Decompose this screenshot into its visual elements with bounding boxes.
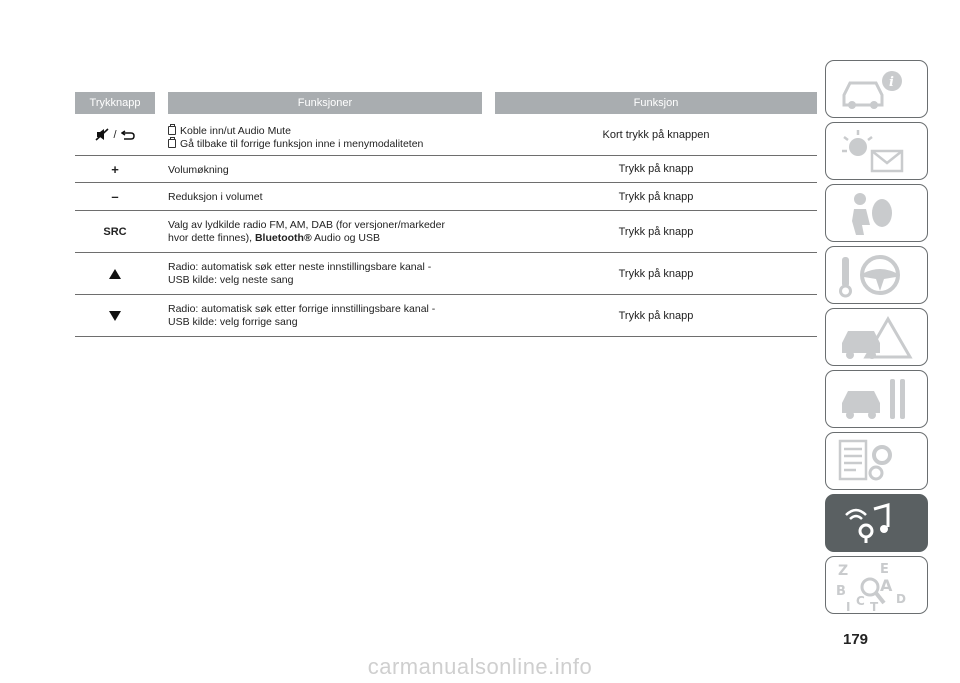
button-cell: SRC xyxy=(103,225,127,238)
airbag-icon xyxy=(836,189,916,239)
chapter-tab-airbag[interactable] xyxy=(825,184,928,242)
function-text: Gå tilbake til forrige funksjon inne i menymodaliteten xyxy=(180,137,424,150)
index-letter-t: T xyxy=(870,600,879,611)
technical-data-icon xyxy=(836,437,916,487)
button-cell: – xyxy=(111,189,119,204)
action-cell: Trykk på knapp xyxy=(618,163,694,175)
function-cell xyxy=(168,295,488,328)
table-header xyxy=(75,92,817,114)
separator: / xyxy=(113,128,117,141)
watermark: carmanualsonline.info xyxy=(367,654,593,679)
header-trykknapp: Trykknapp xyxy=(75,92,155,114)
function-line: Radio: automatisk søk etter forrige innstillingsbare kanal - xyxy=(168,303,436,315)
table-row xyxy=(75,253,817,295)
function-line xyxy=(168,125,488,138)
chapter-tab-car-info[interactable] xyxy=(825,60,928,118)
table-row xyxy=(75,156,817,183)
index-letter-c: C xyxy=(856,594,865,608)
seek-down-icon xyxy=(109,311,121,321)
back-icon xyxy=(121,130,135,140)
function-line: USB kilde: velg neste sang xyxy=(168,273,294,286)
function-line xyxy=(168,138,488,151)
breakdown-icon xyxy=(836,313,916,363)
function-cell xyxy=(168,211,488,244)
chapter-tab-technical-data[interactable] xyxy=(825,432,928,490)
page-number: 179 xyxy=(843,631,869,648)
svg-text:i: i xyxy=(889,75,894,90)
function-line: Valg av lydkilde radio FM, AM, DAB (for versjoner/markeder xyxy=(168,219,445,231)
header-funksjon: Funksjon xyxy=(495,92,817,114)
chapter-tab-steering-key[interactable] xyxy=(825,246,928,304)
car-info-icon xyxy=(836,65,916,115)
maintenance-icon xyxy=(836,375,916,425)
function-text: Koble inn/ut Audio Mute xyxy=(180,125,291,137)
warning-lights-icon xyxy=(836,127,916,177)
header-funksjoner: Funksjoner xyxy=(168,92,482,114)
function-cell: Reduksjon i volumet xyxy=(168,191,263,203)
button-cell xyxy=(75,295,155,336)
chapter-tab-breakdown[interactable] xyxy=(825,308,928,366)
index-letter-b: B xyxy=(836,584,846,599)
table-row xyxy=(75,295,817,337)
function-cell xyxy=(168,114,488,150)
chapter-tab-index[interactable] xyxy=(825,556,928,614)
function-text: Audio og USB xyxy=(311,231,380,244)
index-letter-i: I xyxy=(846,600,851,611)
bluetooth-text: Bluetooth® xyxy=(254,231,312,244)
index-letter-a: A xyxy=(880,576,893,595)
index-letter-z: Z xyxy=(838,563,849,579)
table-row xyxy=(75,114,817,156)
index-icon xyxy=(836,561,916,611)
button-cell: + xyxy=(111,161,119,177)
function-line: Radio: automatisk søk etter neste innstillingsbare kanal - xyxy=(168,261,432,273)
table-row xyxy=(75,211,817,253)
function-text: hvor dette finnes), xyxy=(168,231,255,244)
index-letter-d: D xyxy=(896,592,906,606)
chapter-tab-maintenance[interactable] xyxy=(825,370,928,428)
seek-up-icon xyxy=(109,269,121,279)
button-cell xyxy=(75,114,155,155)
function-line xyxy=(168,232,488,245)
action-cell: Trykk på knapp xyxy=(618,225,694,238)
function-line: USB kilde: velg forrige sang xyxy=(168,315,298,328)
function-cell xyxy=(168,253,488,286)
phone-bullet-icon xyxy=(168,126,176,135)
function-cell: Volumøkning xyxy=(168,164,229,176)
action-cell: Trykk på knapp xyxy=(618,309,694,322)
mute-icon xyxy=(95,128,109,141)
phone-bullet-icon xyxy=(168,139,176,148)
chapter-tab-warning-lights[interactable] xyxy=(825,122,928,180)
action-cell: Kort trykk på knappen xyxy=(602,128,710,141)
controls-table xyxy=(75,92,817,337)
steering-key-icon xyxy=(836,251,916,301)
button-cell xyxy=(75,253,155,294)
multimedia-icon xyxy=(836,499,916,549)
action-cell: Trykk på knapp xyxy=(618,267,694,280)
chapter-tab-multimedia[interactable] xyxy=(825,494,928,552)
action-cell: Trykk på knapp xyxy=(618,190,694,203)
table-row xyxy=(75,183,817,211)
index-letter-e: E xyxy=(880,562,889,577)
